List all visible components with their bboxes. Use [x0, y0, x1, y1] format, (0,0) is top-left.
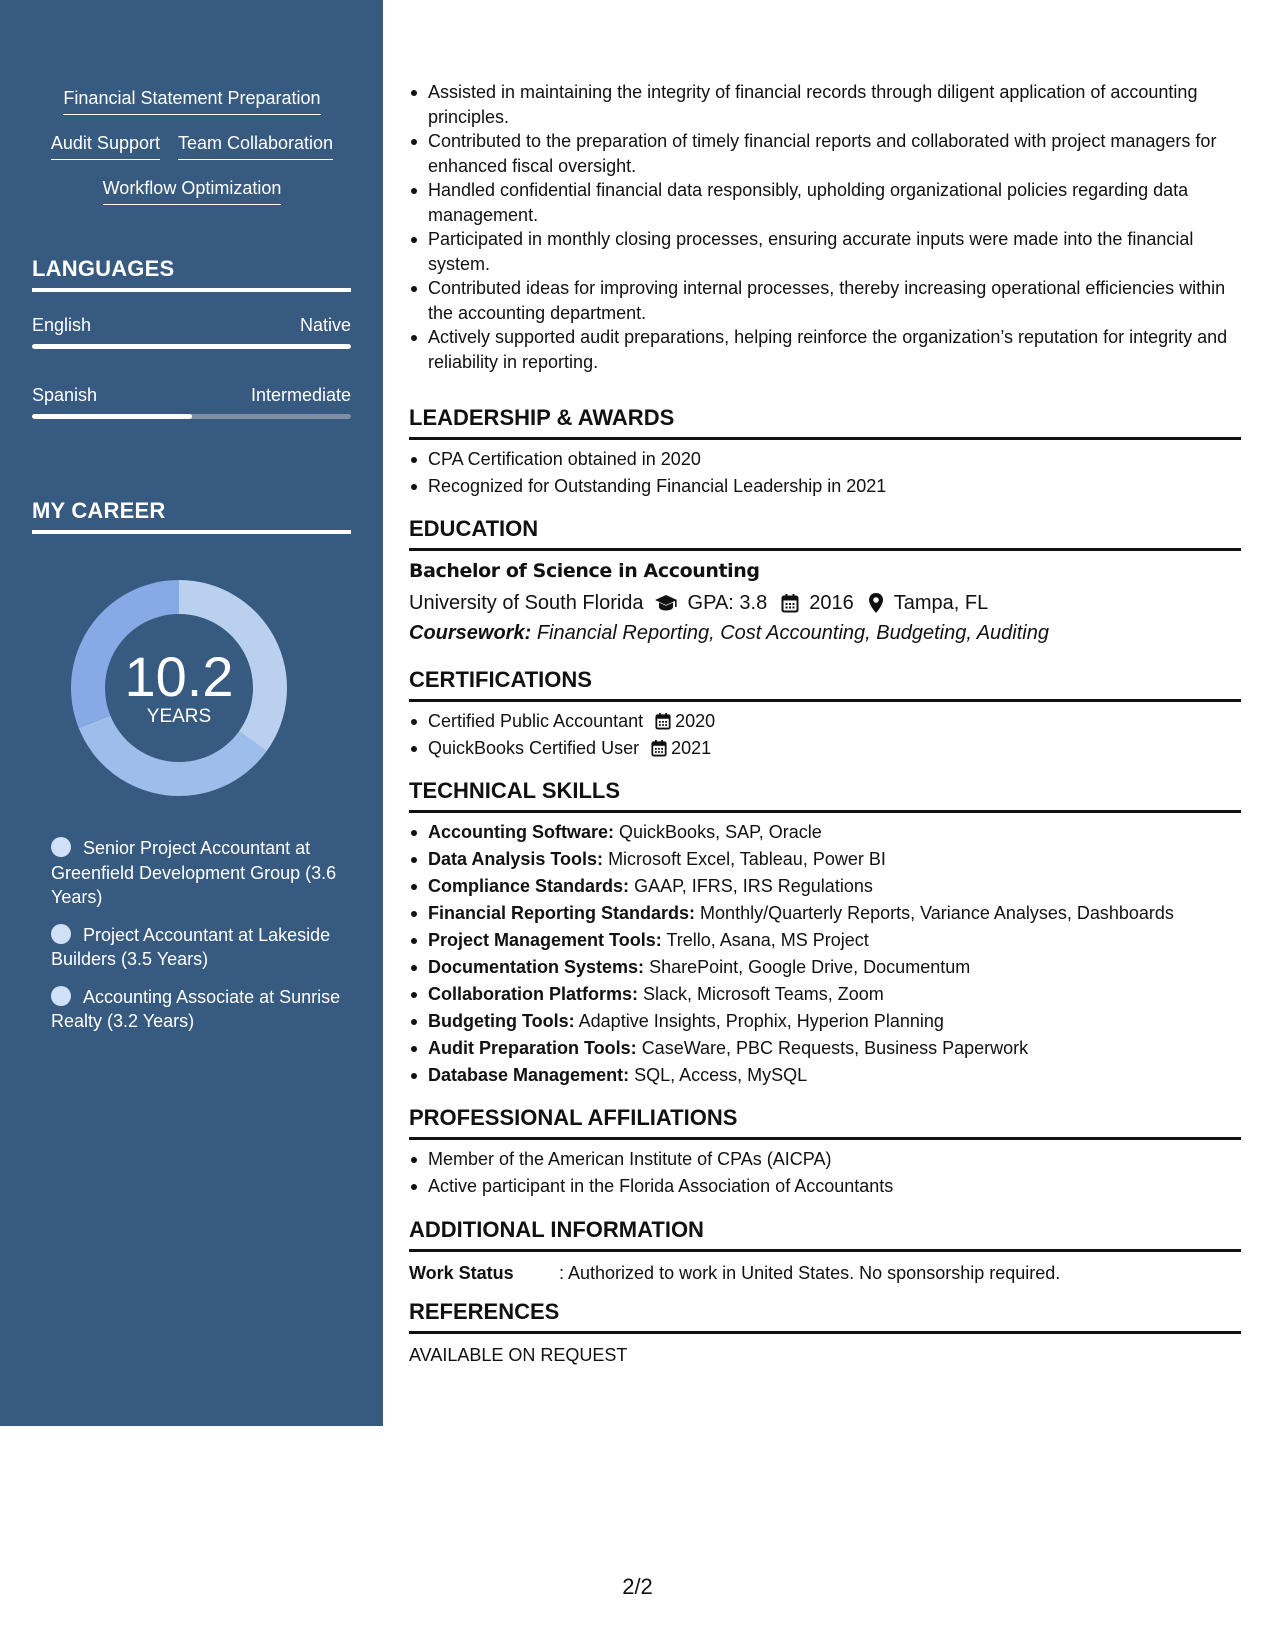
skill-value: SQL, Access, MySQL	[634, 1065, 808, 1085]
donut-center	[66, 575, 292, 801]
skill-tag: Audit Support	[51, 131, 160, 160]
skill-label: Data Analysis Tools:	[428, 849, 604, 869]
language-bar-english	[32, 344, 351, 349]
skill-value: GAAP, IFRS, IRS Regulations	[634, 876, 873, 896]
language-bar-fill	[32, 414, 192, 419]
skill-tag: Workflow Optimization	[103, 176, 282, 205]
technical-skill-item	[409, 927, 1241, 954]
language-row-english	[32, 314, 351, 336]
education-heading: EDUCATION	[409, 516, 1241, 551]
skill-value: Adaptive Insights, Prophix, Hyperion Planning	[578, 1011, 944, 1031]
page-number: 2/2	[622, 1574, 653, 1599]
technical-skill-item	[409, 1035, 1241, 1062]
skill-value: Monthly/Quarterly Reports, Variance Analyses, Dashboards	[700, 903, 1174, 923]
experience-bullets	[409, 80, 1241, 374]
skill-tag: Team Collaboration	[178, 131, 333, 160]
career-item-text: Accounting Associate at Sunrise Realty (3.2 Years)	[51, 986, 341, 1031]
technical-skill-item	[409, 873, 1241, 900]
skill-label: Database Management:	[428, 1065, 630, 1085]
list-item: Actively supported audit preparations, helping reinforce the organization’s reputation for integrity and reliability in reporting.	[409, 325, 1241, 374]
calendar-icon	[655, 712, 671, 730]
certifications-heading: CERTIFICATIONS	[409, 667, 1241, 702]
career-dot-icon	[51, 924, 71, 944]
career-item-text: Project Accountant at Lakeside Builders (3.5 Years)	[51, 924, 331, 969]
language-bar-fill	[32, 344, 351, 349]
language-level: Intermediate	[250, 385, 351, 405]
languages-heading: LANGUAGES	[32, 256, 351, 292]
certification-name: Certified Public Accountant	[428, 711, 644, 731]
career-item	[51, 836, 351, 910]
calendar-icon	[781, 593, 799, 613]
skill-label: Compliance Standards:	[428, 876, 630, 896]
skill-row	[32, 86, 352, 131]
skill-value: CaseWare, PBC Requests, Business Paperwork	[641, 1038, 1029, 1058]
career-heading: MY CAREER	[32, 498, 351, 534]
list-item: Active participant in the Florida Association of Accountants	[409, 1173, 1241, 1200]
certification-name: QuickBooks Certified User	[428, 738, 640, 758]
list-item: Participated in monthly closing processes, ensuring accurate inputs were made into the financial system.	[409, 227, 1241, 276]
certification-item	[409, 708, 1241, 735]
list-item: Contributed ideas for improving internal processes, thereby increasing operational efficiencies within the accounting department.	[409, 276, 1241, 325]
skill-label: Audit Preparation Tools:	[428, 1038, 637, 1058]
education-year: 2016	[809, 592, 854, 614]
technical-skills-list	[409, 819, 1241, 1089]
certification-year: 2020	[675, 711, 716, 731]
skill-value: QuickBooks, SAP, Oracle	[619, 822, 822, 842]
certification-year: 2021	[671, 738, 712, 758]
sidebar	[0, 0, 383, 1426]
skill-value: SharePoint, Google Drive, Documentum	[649, 957, 971, 977]
technical-skills-heading: TECHNICAL SKILLS	[409, 778, 1241, 813]
career-total-unit: YEARS	[146, 706, 212, 727]
career-donut-chart	[66, 575, 292, 801]
skill-label: Documentation Systems:	[428, 957, 645, 977]
language-name: English	[32, 315, 92, 335]
list-item: Member of the American Institute of CPAs (AICPA)	[409, 1146, 1241, 1173]
career-item	[51, 985, 351, 1034]
list-item: CPA Certification obtained in 2020	[409, 446, 1241, 473]
career-dot-icon	[51, 837, 71, 857]
list-item: Contributed to the preparation of timely financial reports and collaborated with project managers for enhanced fiscal oversight.	[409, 129, 1241, 178]
graduation-cap-icon	[654, 594, 678, 612]
language-row-spanish	[32, 384, 351, 406]
education-details	[409, 590, 988, 616]
career-total-years: 10.2	[124, 645, 234, 708]
education-gpa: GPA: 3.8	[687, 592, 768, 614]
language-level: Native	[299, 315, 351, 335]
language-name: Spanish	[32, 385, 98, 405]
references-heading: REFERENCES	[409, 1299, 1241, 1334]
education-school: University of South Florida	[409, 592, 644, 614]
additional-info-heading: ADDITIONAL INFORMATION	[409, 1217, 1241, 1252]
skill-value: Slack, Microsoft Teams, Zoom	[643, 984, 884, 1004]
skill-value: Trello, Asana, MS Project	[666, 930, 869, 950]
education-degree: Bachelor of Science in Accounting	[409, 560, 760, 582]
technical-skill-item	[409, 981, 1241, 1008]
technical-skill-item	[409, 900, 1241, 927]
technical-skill-item	[409, 846, 1241, 873]
leadership-heading: LEADERSHIP & AWARDS	[409, 405, 1241, 440]
skill-label: Accounting Software:	[428, 822, 615, 842]
location-pin-icon	[868, 592, 884, 614]
coursework-value: Financial Reporting, Cost Accounting, Budgeting, Auditing	[536, 622, 1049, 644]
work-status-value: : Authorized to work in United States. No sponsorship required.	[559, 1263, 1061, 1283]
coursework-label: Coursework:	[409, 622, 532, 644]
technical-skill-item	[409, 819, 1241, 846]
list-item: Recognized for Outstanding Financial Leadership in 2021	[409, 473, 1241, 500]
work-status-label: Work Status	[409, 1263, 514, 1283]
language-bar-spanish	[32, 414, 351, 419]
career-dot-icon	[51, 986, 71, 1006]
skills-tags	[32, 86, 352, 221]
skill-label: Budgeting Tools:	[428, 1011, 575, 1031]
skill-tag: Financial Statement Preparation	[63, 86, 320, 115]
skill-label: Project Management Tools:	[428, 930, 662, 950]
technical-skill-item	[409, 1008, 1241, 1035]
work-status-row	[409, 1261, 1060, 1285]
education-location: Tampa, FL	[893, 592, 989, 614]
skill-row	[32, 176, 352, 221]
career-item-text: Senior Project Accountant at Greenfield Development Group (3.6 Years)	[51, 838, 337, 907]
skill-label: Collaboration Platforms:	[428, 984, 639, 1004]
certification-item	[409, 735, 1241, 762]
calendar-icon	[651, 739, 667, 757]
education-coursework	[409, 620, 1049, 646]
affiliations-heading: PROFESSIONAL AFFILIATIONS	[409, 1105, 1241, 1140]
career-item	[51, 923, 351, 972]
career-list	[51, 836, 351, 1047]
skill-row	[32, 131, 352, 176]
affiliations-list	[409, 1146, 1241, 1200]
skill-label: Financial Reporting Standards:	[428, 903, 696, 923]
technical-skill-item	[409, 1062, 1241, 1089]
list-item: Handled confidential financial data responsibly, upholding organizational policies regarding data management.	[409, 178, 1241, 227]
leadership-list	[409, 446, 1241, 500]
references-text: AVAILABLE ON REQUEST	[409, 1345, 628, 1365]
certifications-list	[409, 708, 1241, 762]
list-item: Assisted in maintaining the integrity of financial records through diligent application of accounting principles.	[409, 80, 1241, 129]
technical-skill-item	[409, 954, 1241, 981]
skill-value: Microsoft Excel, Tableau, Power BI	[608, 849, 886, 869]
